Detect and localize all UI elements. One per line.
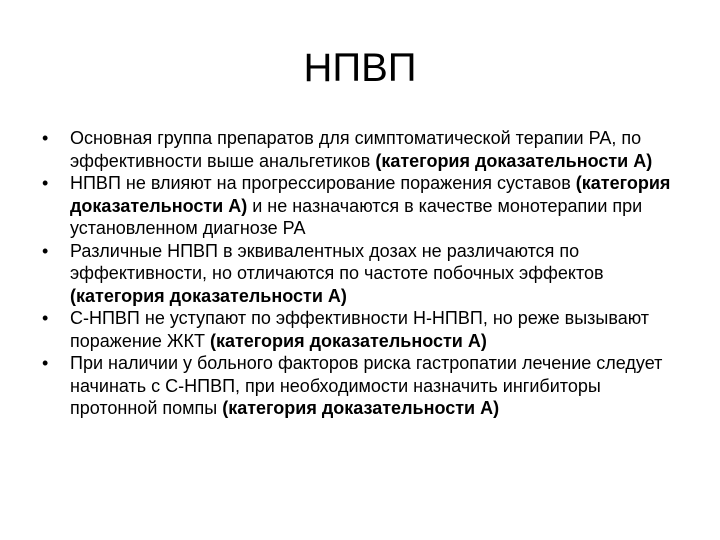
bullet-text-regular: НПВП не влияют на прогрессирование поражения суставов <box>70 173 576 193</box>
bullet-marker: • <box>42 308 49 328</box>
slide-title: НПВП <box>303 46 417 90</box>
bullet-text-tail: и не назначаются в качестве монотерапии при установленном диагнозе РА <box>70 195 643 238</box>
bullet-text-bold: (категория доказательности А) <box>70 285 347 306</box>
bullet-item <box>42 127 682 172</box>
bullet-item <box>42 240 682 308</box>
bullet-marker: • <box>42 353 49 373</box>
bullet-text-regular: С-НПВП не уступают по эффективности Н-НПВП, но реже вызывают поражение ЖКТ <box>70 308 650 351</box>
bullet-item <box>42 307 682 352</box>
bullet-text-regular: Различные НПВП в эквивалентных дозах не различаются по эффективности, но отличаются по частоте побочных эффектов <box>70 240 604 283</box>
bullet-item <box>42 352 682 420</box>
bullet-text <box>70 241 604 306</box>
bullet-text-bold: (категория доказательности А) <box>222 398 500 418</box>
bullet-text <box>70 353 662 418</box>
bullet-list <box>42 127 682 420</box>
bullet-marker: • <box>42 128 49 148</box>
bullet-item <box>42 172 682 240</box>
bullet-text-bold: (категория доказательности А) <box>375 150 653 171</box>
bullet-text <box>70 173 670 238</box>
bullet-text <box>70 308 649 351</box>
bullet-marker: • <box>42 173 49 193</box>
bullet-text-bold: (категория доказательности А) <box>70 173 671 216</box>
bullet-text-regular: Основная группа препаратов для симптоматической терапии РА, по эффективности выше анальгетиков <box>70 128 642 171</box>
bullet-text-regular: При наличии у больного факторов риска гастропатии лечение следует начинать с С-НПВП, при необходимости назначить ингибиторы протонной помпы <box>70 353 663 418</box>
bullet-text-bold: (категория доказательности А) <box>209 330 487 351</box>
bullet-text <box>70 128 652 171</box>
bullet-marker: • <box>42 240 49 261</box>
